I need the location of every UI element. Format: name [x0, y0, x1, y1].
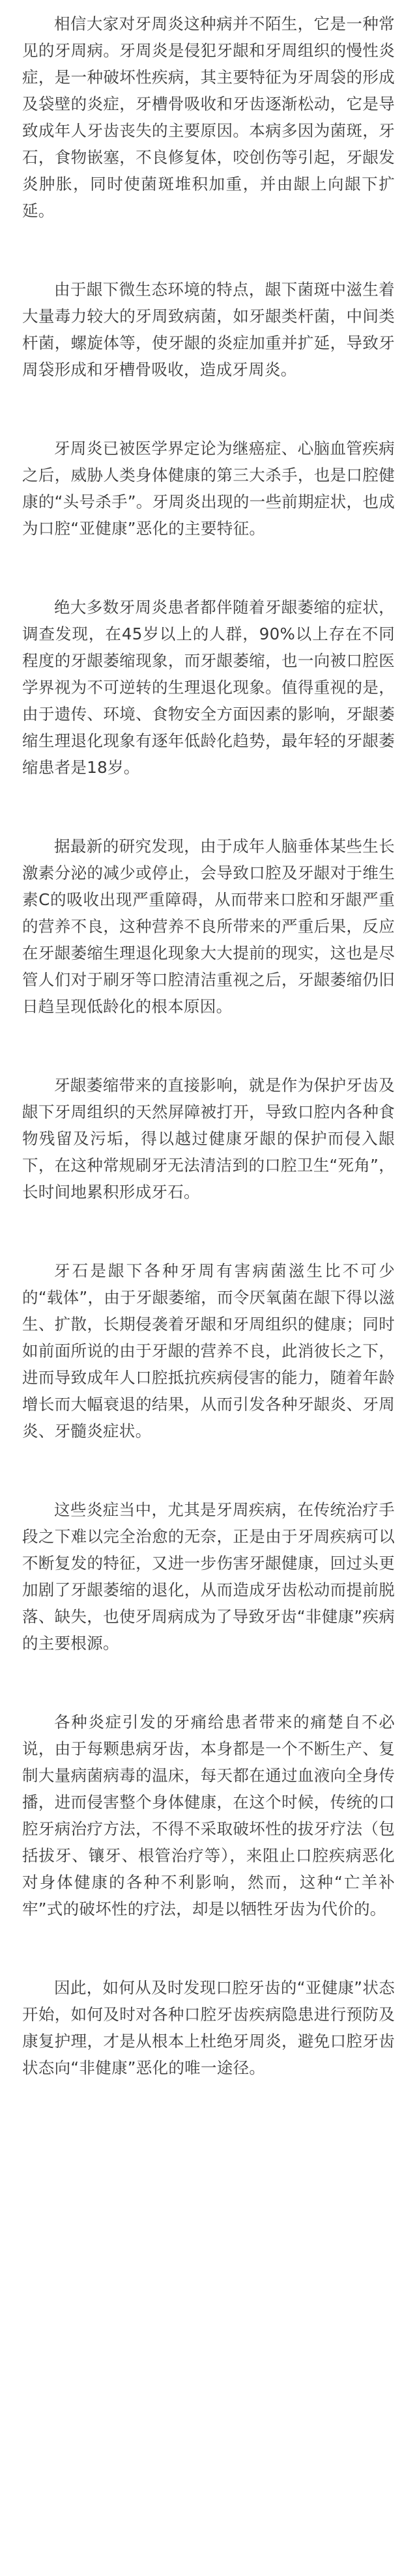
paragraph-6: 牙龈萎缩带来的直接影响，就是作为保护牙齿及龈下牙周组织的天然屏障被打开，导致口腔内各种食物残留及污垢，得以越过健康牙龈的保护而侵入龈下，在这种常规刷牙无法清洁到的口腔卫生“死角”，长时间地累积形成牙石。: [22, 1076, 395, 1201]
paragraph-3: 牙周炎已被医学界定论为继癌症、心脑血管疾病之后，威胁人类身体健康的第三大杀手，也是口腔健康的“头号杀手”。牙周炎出现的一些前期症状，也成为口腔“亚健康”恶化的主要特征。: [22, 439, 395, 538]
paragraph-10: 因此，如何从及时发现口腔牙齿的“亚健康”状态开始，如何及时对各种口腔牙齿疾病隐患进行预防及康复护理，才是从根本上杜绝牙周炎，避免口腔牙齿状态向“非健康”恶化的唯一途径。: [22, 1978, 395, 2077]
paragraph-7: 牙石是龈下各种牙周有害病菌滋生比不可少的“载体”，由于牙龈萎缩，而令厌氧菌在龈下得以滋生、扩散，长期侵袭着牙龈和牙周组织的健康；同时如前面所说的由于牙龈的营养不良，此消彼长之下，进而导致成年人口腔抵抗疾病侵害的能力，随着年龄增长而大幅衰退的结果，从而引发各种牙龈炎、牙周炎、牙髓炎症状。: [22, 1261, 395, 1440]
paragraph-4: 绝大多数牙周炎患者都伴随着牙龈萎缩的症状，调查发现，在45岁以上的人群，90%以上存在不同程度的牙龈萎缩现象，而牙龈萎缩，也一向被口腔医学界视为不可逆转的生理退化现象。值得重视的是，由于遗传、环境、食物安全方面因素的影响，牙龈萎缩生理退化现象有逐年低龄化趋势，最年轻的牙龈萎缩患者是18岁。: [22, 598, 395, 777]
paragraph-8: 这些炎症当中，尤其是牙周疾病，在传统治疗手段之下难以完全治愈的无奈，正是由于牙周疾病可以不断复发的特征，又进一步伤害牙龈健康，回过头更加剧了牙龈萎缩的退化，从而造成牙齿松动而提前脱落、缺失，也使牙周病成为了导致牙齿“非健康”疾病的主要根源。: [22, 1500, 395, 1653]
paragraph-2: 由于龈下微生态环境的特点，龈下菌斑中滋生着大量毒力较大的牙周致病菌，如牙龈类杆菌，中间类杆菌，螺旋体等，使牙龈的炎症加重并扩延，导致牙周袋形成和牙槽骨吸收，造成牙周炎。: [22, 280, 395, 379]
paragraph-9: 各种炎症引发的牙痛给患者带来的痛楚自不必说，由于每颗患病牙齿，本身都是一个不断生产、复制大量病菌病毒的温床，每天都在通过血液向全身传播，进而侵害整个身体健康，在这个时候，传统的口腔牙病治疗方法，不得不采取破坏性的拔牙疗法（包括拔牙、镶牙、根管治疗等），来阻止口腔疾病恶化对身体健康的各种不利影响，然而，这种“亡羊补牢”式的破坏性的疗法，却是以牺牲牙齿为代价的。: [22, 1713, 395, 1918]
paragraph-1: 相信大家对牙周炎这种病并不陌生，它是一种常见的牙周病。牙周炎是侵犯牙龈和牙周组织的慢性炎症，是一种破坏性疾病，其主要特征为牙周袋的形成及袋壁的炎症，牙槽骨吸收和牙齿逐渐松动，它是导致成年人牙齿丧失的主要原因。本病多因为菌斑，牙石，食物嵌塞，不良修复体，咬创伤等引起，牙龈发炎肿胀，同时使菌斑堆积加重，并由龈上向龈下扩延。: [22, 14, 395, 220]
paragraph-5: 据最新的研究发现，由于成年人脑垂体某些生长激素分泌的减少或停止，会导致口腔及牙龈对于维生素C的吸收出现严重障碍，从而带来口腔和牙龈严重的营养不良，这种营养不良所带来的严重后果，反应在牙龈萎缩生理退化现象大大提前的现实，这也是尽管人们对于刷牙等口腔清洁重视之后，牙龈萎缩仍旧日趋呈现低龄化的根本原因。: [22, 837, 395, 1016]
